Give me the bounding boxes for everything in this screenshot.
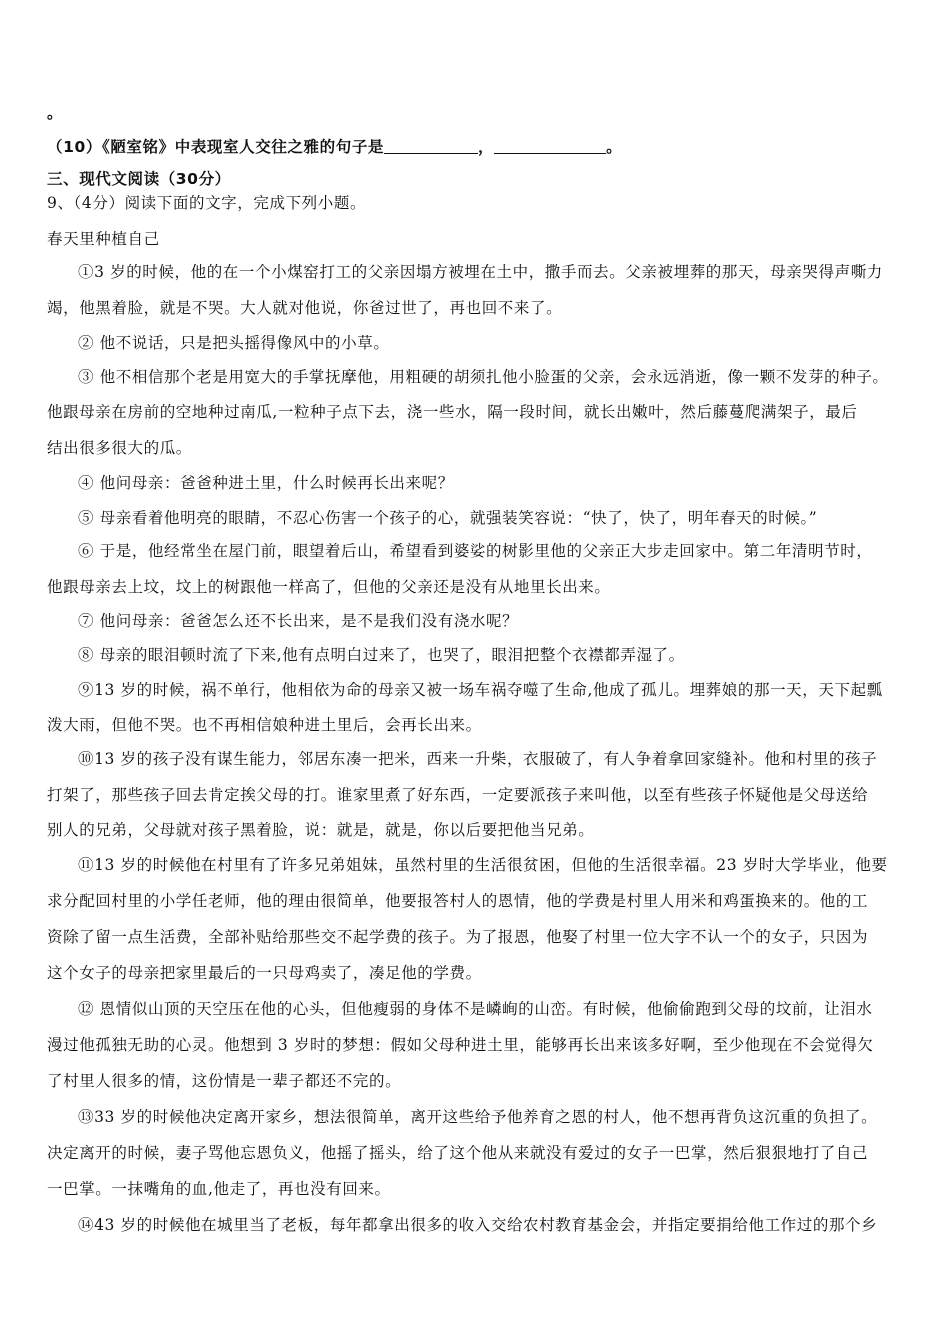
article-line: 漫过他孤独无助的心灵。他想到 3 岁时的梦想：假如父母种进土里，能够再长出来该多好啊，至少他现在不会觉得欠	[47, 1036, 874, 1054]
answer-blank-1[interactable]	[384, 139, 478, 154]
article-line: 他跟母亲去上坟，坟上的树跟他一样高了，但他的父亲还是没有从地里长出来。	[47, 578, 611, 596]
article-line: ⑥ 于是，他经常坐在屋门前，眼望着后山，希望看到婆娑的树影里他的父亲正大步走回家中。第二年清明节时，	[78, 542, 873, 560]
question-10	[47, 137, 907, 157]
article-line: 求分配回村里的小学任老师，他的理由很简单，他要报答村人的恩情，他的学费是村里人用米和鸡蛋换来的。他的工	[47, 892, 869, 910]
article-line: 泼大雨，但他不哭。也不再相信娘种进土里后，会再长出来。	[47, 716, 482, 734]
article-line: ⑨13 岁的时候，祸不单行，他相依为命的母亲又被一场车祸夺噬了生命,他成了孤儿。埋葬娘的那一天，天下起瓢	[78, 681, 883, 699]
answer-blank-2[interactable]	[494, 139, 606, 154]
article-line: 别人的兄弟，父母就对孩子黑着脸，说：就是，就是，你以后要把他当兄弟。	[47, 821, 595, 839]
article-line: ⑩13 岁的孩子没有谋生能力，邻居东凑一把米，西来一升柴，衣服破了，有人争着拿回家缝补。他和村里的孩子	[78, 750, 878, 768]
article-line: ⑦ 他问母亲：爸爸怎么还不长出来，是不是我们没有浇水呢？	[78, 612, 519, 630]
stray-punctuation: 。	[47, 104, 64, 122]
question-9-intro: 9、（4分）阅读下面的文字，完成下列小题。	[47, 194, 367, 212]
article-line: ⑫ 恩情似山顶的天空压在他的心头，但他瘦弱的身体不是嶙峋的山峦。有时候，他偷偷跑到父母的坟前，让泪水	[78, 1000, 873, 1018]
article-line: ⑤ 母亲看着他明亮的眼睛，不忍心伤害一个孩子的心，就强装笑容说：“快了，快了，明年春天的时候。”	[78, 509, 818, 527]
article-line: 决定离开的时候，妻子骂他忘恩负义，他摇了摇头，给了这个他从来就没有爱过的女子一巴掌，然后狠狠地打了自己	[47, 1144, 869, 1162]
article-line: ③ 他不相信那个老是用宽大的手掌抚摩他，用粗硬的胡须扎他小脸蛋的父亲，会永远消逝，像一颗不发芽的种子。	[78, 368, 889, 386]
article-line: 结出很多很大的瓜。	[47, 439, 192, 457]
article-line: 这个女子的母亲把家里最后的一只母鸡卖了，凑足他的学费。	[47, 964, 482, 982]
article-line: 了村里人很多的情，这份情是一辈子都还不完的。	[47, 1072, 402, 1090]
article-line: ①3 岁的时候，他的在一个小煤窑打工的父亲因塌方被埋在土中，撒手而去。父亲被埋葬的那天，母亲哭得声嘶力	[78, 263, 883, 281]
article-line: 资除了留一点生活费，全部补贴给那些交不起学费的孩子。为了报恩，他娶了村里一位大字不认一个的女子，只因为	[47, 928, 869, 946]
article-line: 他跟母亲在房前的空地种过南瓜,一粒种子点下去，浇一些水，隔一段时间，就长出嫩叶，然后藤蔓爬满架子，最后	[47, 403, 858, 421]
article-line: ⑭43 岁的时候他在城里当了老板，每年都拿出很多的收入交给农村教育基金会，并指定要捐给他工作过的那个乡	[78, 1216, 878, 1234]
article-line: ④ 他问母亲：爸爸种进土里，什么时候再长出来呢？	[78, 474, 454, 492]
article-title: 春天里种植自己	[47, 230, 160, 248]
article-line: ② 他不说话，只是把头摇得像风中的小草。	[78, 334, 390, 352]
article-line: ⑪13 岁的时候他在村里有了许多兄弟姐妹，虽然村里的生活很贫困，但他的生活很幸福。23 岁时大学毕业，他要	[78, 856, 888, 874]
question-10-label: （10）《陋室铭》中表现室人交往之雅的句子是	[47, 138, 385, 156]
question-10-end: 。	[606, 138, 623, 156]
question-10-separator: ，	[478, 138, 495, 156]
article-line: 打架了，那些孩子回去肯定挨父母的打。谁家里煮了好东西，一定要派孩子来叫他，以至有些孩子怀疑他是父母送给	[47, 786, 869, 804]
article-line: 一巴掌。一抹嘴角的血,他走了，再也没有回来。	[47, 1180, 391, 1198]
section-title: 三、现代文阅读（30分）	[47, 170, 231, 188]
article-line: ⑬33 岁的时候他决定离开家乡，想法很简单，离开这些给予他养育之恩的村人，他不想再背负这沉重的负担了。	[78, 1108, 878, 1126]
article-line: 竭，他黑着脸，就是不哭。大人就对他说，你爸过世了，再也回不来了。	[47, 299, 563, 317]
article-line: ⑧ 母亲的眼泪顿时流了下来,他有点明白过来了，也哭了，眼泪把整个衣襟都弄湿了。	[78, 646, 685, 664]
